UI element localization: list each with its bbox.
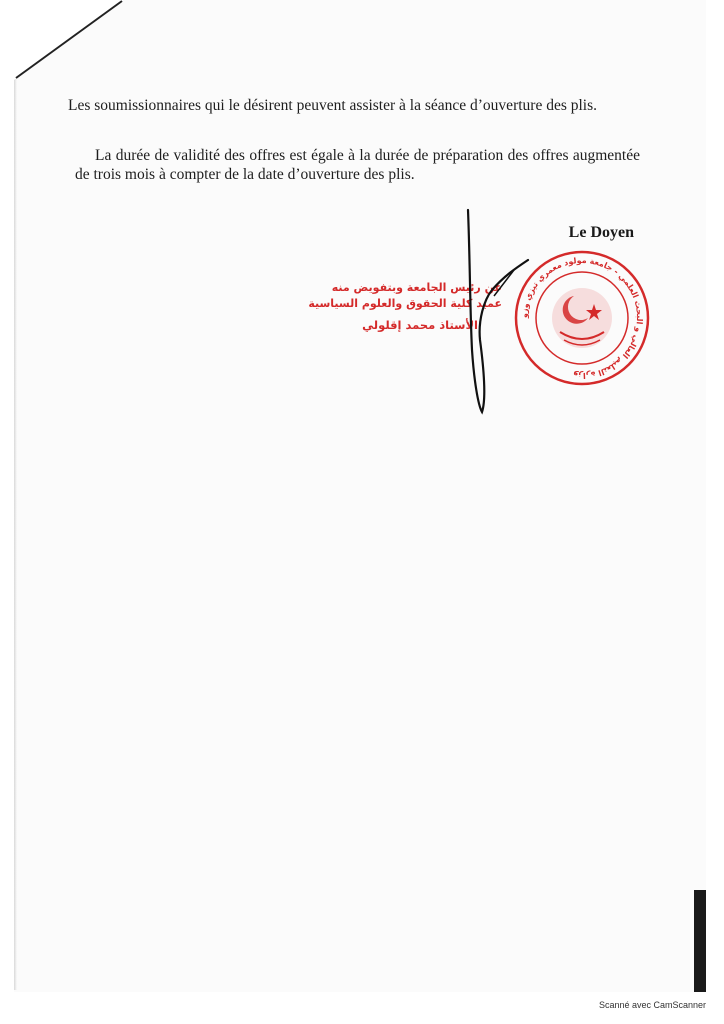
scanner-watermark: Scanné avec CamScanner: [598, 1000, 706, 1010]
stamp-line-dean: عميد كلية الحقوق والعلوم السياسية: [308, 297, 502, 310]
scan-edge-shadow: [694, 890, 706, 992]
page-edge-shadow: [14, 60, 17, 990]
folded-corner: [14, 0, 124, 80]
seal-inscription: وزارة التعليم العالي و البحث العلمي - جامعة مولود معمري تيزي وزو: [519, 255, 645, 381]
stamp-signatory-name: الأستاذ محمد إقلولي: [362, 318, 478, 332]
signatory-title: Le Doyen: [568, 224, 634, 241]
seal-emblem-icon: [552, 288, 612, 348]
official-round-seal: [512, 248, 652, 388]
document-page: [14, 0, 706, 992]
paragraph-offer-validity: La durée de validité des offres est égale à la durée de préparation des offres augmentée de trois mois à compter de la date d’ouverture des plis.: [75, 147, 640, 183]
delegation-stamp: [308, 280, 502, 332]
stamp-line-delegation: عن رئيس الجامعة وبتفويض منه: [331, 281, 502, 294]
paragraph-opening-attendance: Les soumissionnaires qui le désirent peuvent assister à la séance d’ouverture des plis.: [68, 97, 598, 114]
